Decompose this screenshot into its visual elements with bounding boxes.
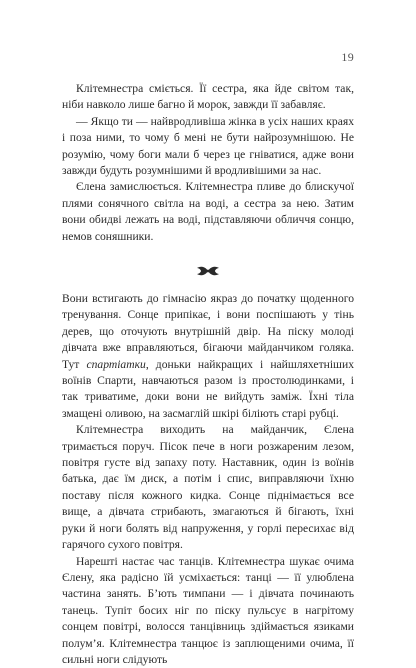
paragraph: Нарешті настає час танців. Клітемнестра шукає очима Єлену, яка радісно їй усміхається: танці — її улюблена частина занять. Б’ють тимпани — і дівчата починають танець. Тупіт босих ніг по піску пульсує в нагрітому сонцем повітрі, волосся танцівниць здіймається язиками полум’я. Клітемнестра танцює із заплющеними очима, її сильні ноги слідують: [62, 554, 354, 668]
section-two: [62, 291, 354, 668]
italic-term: спартіатки: [86, 358, 145, 371]
paragraph: Клітемнестра виходить на майданчик, Єлена тримається поруч. Пісок пече в ноги розжареним лезом, повітря густе від запаху поту. Наставник, один із воїнів батька, дає їм диск, а потім і спис, виправляючи їхню поставу після кожного кидка. Сонце піднімається все вище, а дівчата стрибають, змагаються й бігають, їхні руки й ноги болять від напруження, у горлі пересихає від гарячого сухого повітря.: [62, 422, 354, 553]
text-run: , доньки найкращих і найшляхетніших воїнів Спарти, навчаються разом із простолюдинками, і так триватиме, доки вони не вийдуть заміж. Їхні тіла змащені оливою, на засмаглій шкірі біліють старі рубці.: [62, 358, 354, 420]
leaf-ornament-icon: [196, 265, 220, 277]
section-one: [62, 81, 354, 245]
paragraph: Єлена замислюється. Клітемнестра пливе до блискучої плями сонячного світла на воді, а сестра за нею. Затим вони обидві лежать на воді, підставляючи обличчя сонцю, немов соняшники.: [62, 179, 354, 245]
text-run: Вони встигають до гімнасію якраз до початку щоденного тренування. Сонце припікає, і вони поспішають у тінь дерев, що оточують внутрішній двір. На піску молоді дівчата вже вправляються, бігаючи майданчиком голяка. Тут: [62, 292, 354, 371]
page-number: 19: [341, 50, 354, 65]
paragraph: [62, 291, 354, 422]
paragraph: — Якщо ти — найвродливіша жінка в усіх наших краях і поза ними, то чому б мені не бути найрозумнішою. Не розумію, чому боги мали б через це гніватися, адже вони завжди будуть розумнішими й вродливішими за нас.: [62, 114, 354, 180]
paragraph: Клітемнестра сміється. Її сестра, яка йде світом так, ніби навколо лише багно й морок, завжди її забавляє.: [62, 81, 354, 114]
